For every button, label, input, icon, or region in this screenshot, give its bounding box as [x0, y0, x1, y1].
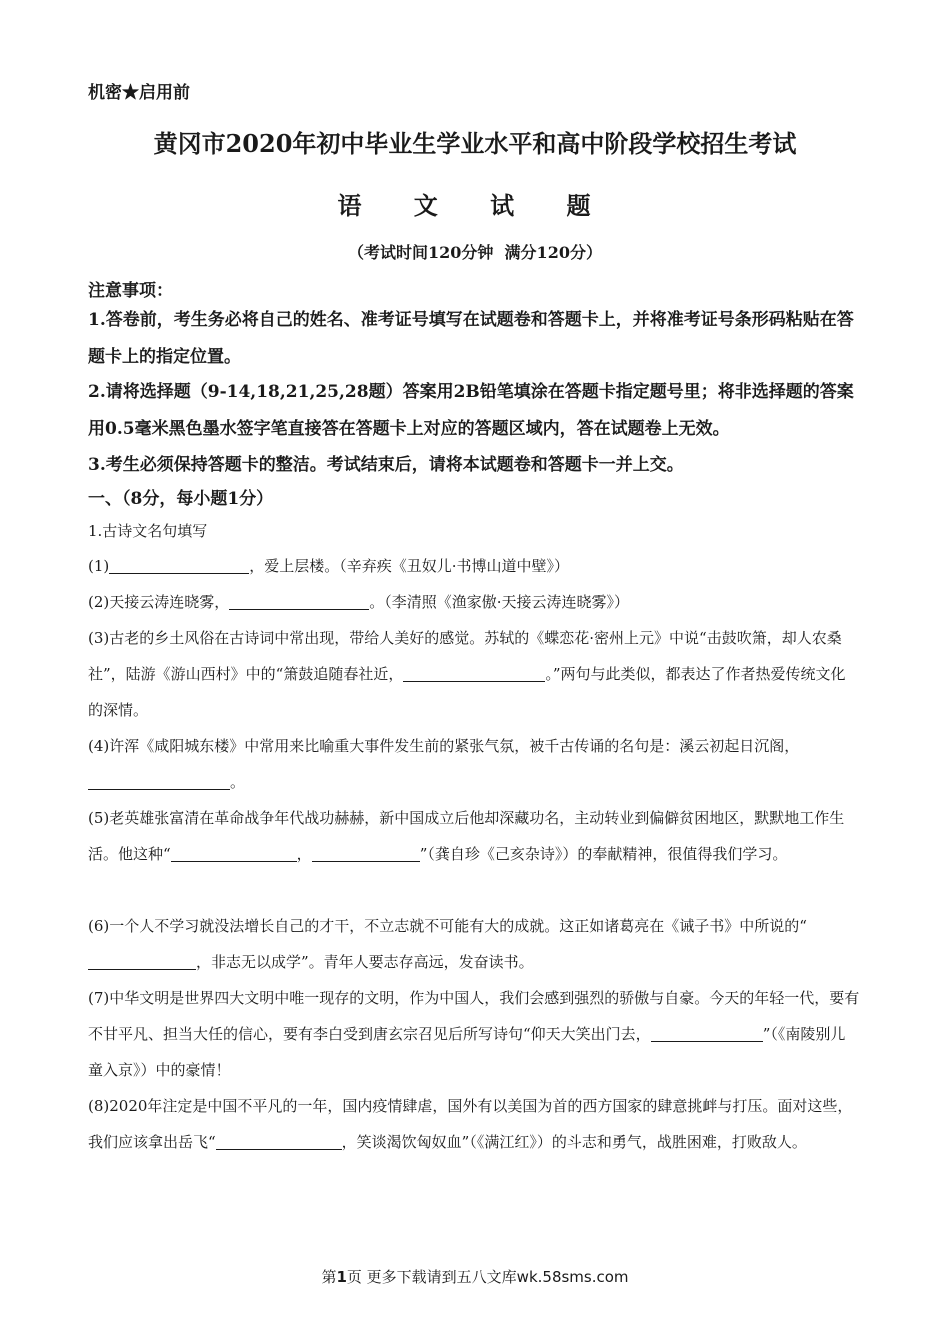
item-text: (1) — [88, 557, 110, 575]
item-text: ，非志无以成学”。青年人要志存高远，发奋读书。 — [196, 953, 534, 971]
fill-blank-item — [88, 980, 860, 1088]
fill-blank-item — [88, 908, 860, 980]
answer-blank — [403, 663, 545, 682]
section-heading: 一、（8分，每小题1分） — [88, 489, 274, 509]
item-text: 。（李清照《渔家傲·天接云涛连晓雾》） — [369, 593, 630, 611]
item-text: ”（龚自珍《己亥杂诗》）的奉献精神，很值得我们学习。 — [419, 845, 788, 863]
exam-title: 黄冈市2020年初中毕业生学业水平和高中阶段学校招生考试 — [153, 129, 797, 158]
item-text: 。 — [230, 773, 246, 791]
subject-title: 语 文 试 题 — [337, 191, 613, 220]
item-text: (6)一个人不学习就没法增长自己的才干，不立志就不可能有大的成就。这正如诸葛亮在《诫子书》中所说的“ — [88, 917, 807, 935]
fill-blank-item — [88, 800, 860, 872]
item-text: ， — [296, 845, 312, 863]
notes-heading: 注意事项： — [88, 281, 173, 301]
fill-blank-item — [88, 1088, 860, 1160]
answer-blank — [109, 555, 249, 574]
item-text: (4)许浑《咸阳城东楼》中常用来比喻重大事件发生前的紧张气氛，被千古传诵的名句是：溪云初起日沉阁， — [88, 737, 800, 755]
answer-blank — [312, 843, 420, 862]
item-text: ，爱上层楼。（辛弃疾《丑奴儿·书博山道中壁》） — [249, 557, 570, 575]
fill-blank-item — [88, 728, 860, 800]
fill-blank-item — [88, 620, 860, 728]
footer-label: 第 — [321, 1268, 337, 1286]
answer-blank — [171, 843, 297, 862]
footer-text: 页 更多下载请到五八文库wk.58sms.com — [346, 1268, 629, 1286]
fill-blank-item — [88, 548, 860, 584]
page-footer — [0, 1266, 950, 1287]
answer-blank — [88, 771, 230, 790]
item-text: ”（《南陵别儿童入京》）中的豪情！ — [88, 1025, 846, 1079]
fill-blank-item — [88, 584, 860, 620]
question-title: 1.古诗文名句填写 — [88, 522, 208, 540]
notice-item: 1.答卷前，考生务必将自己的姓名、准考证号填写在试题卷和答题卡上，并将准考证号条形码粘贴在答题卡上的指定位置。 — [88, 310, 854, 367]
answer-blank — [229, 591, 369, 610]
item-text: 。”两句与此类似，都表达了作者热爱传统文化的深情。 — [88, 665, 846, 719]
notice-item: 3.考生必须保持答题卡的整洁。考试结束后，请将本试题卷和答题卡一并上交。 — [88, 455, 684, 475]
item-text: (8)2020年注定是中国不平凡的一年，国内疫情肆虐，国外有以美国为首的西方国家的肆意挑衅与打压。面对这些，我们应该拿出岳飞“ — [88, 1097, 853, 1151]
item-text: ，笑谈渴饮匈奴血”（《满江红》）的斗志和勇气，战胜困难，打败敌人。 — [341, 1133, 807, 1151]
answer-blank — [651, 1023, 763, 1042]
item-text: (7)中华文明是世界四大文明中唯一现存的文明，作为中国人，我们会感到强烈的骄傲与自豪。今天的年轻一代，要有不甘平凡、担当大任的信心，要有李白受到唐玄宗召见后所写诗句“仰天大笑出门去， — [88, 989, 860, 1043]
item-text: (5)老英雄张富清在革命战争年代战功赫赫，新中国成立后他却深藏功名，主动转业到偏僻贫困地区，默默地工作生活。他这种“ — [88, 809, 845, 863]
notice-item: 2.请将选择题（9-14,18,21,25,28题）答案用2B铅笔填涂在答题卡指定题号里；将非选择题的答案用0.5毫米黑色墨水签字笔直接答在答题卡上对应的答题区域内，答在试题卷上无效。 — [88, 382, 854, 439]
answer-blank — [216, 1131, 342, 1150]
item-text: (3)古老的乡土风俗在古诗词中常出现，带给人美好的感觉。苏轼的《蝶恋花·密州上元》中说“击鼓吹箫，却人农桑社”，陆游《游山西村》中的“箫鼓追随春社近， — [88, 629, 842, 683]
item-text: (2)天接云涛连晓雾， — [88, 593, 230, 611]
page-number: 1 — [336, 1268, 347, 1286]
confidential-label: 机密★启用前 — [88, 83, 190, 103]
answer-blank — [88, 951, 196, 970]
time-info: （考试时间120分钟 满分120分） — [348, 243, 602, 262]
